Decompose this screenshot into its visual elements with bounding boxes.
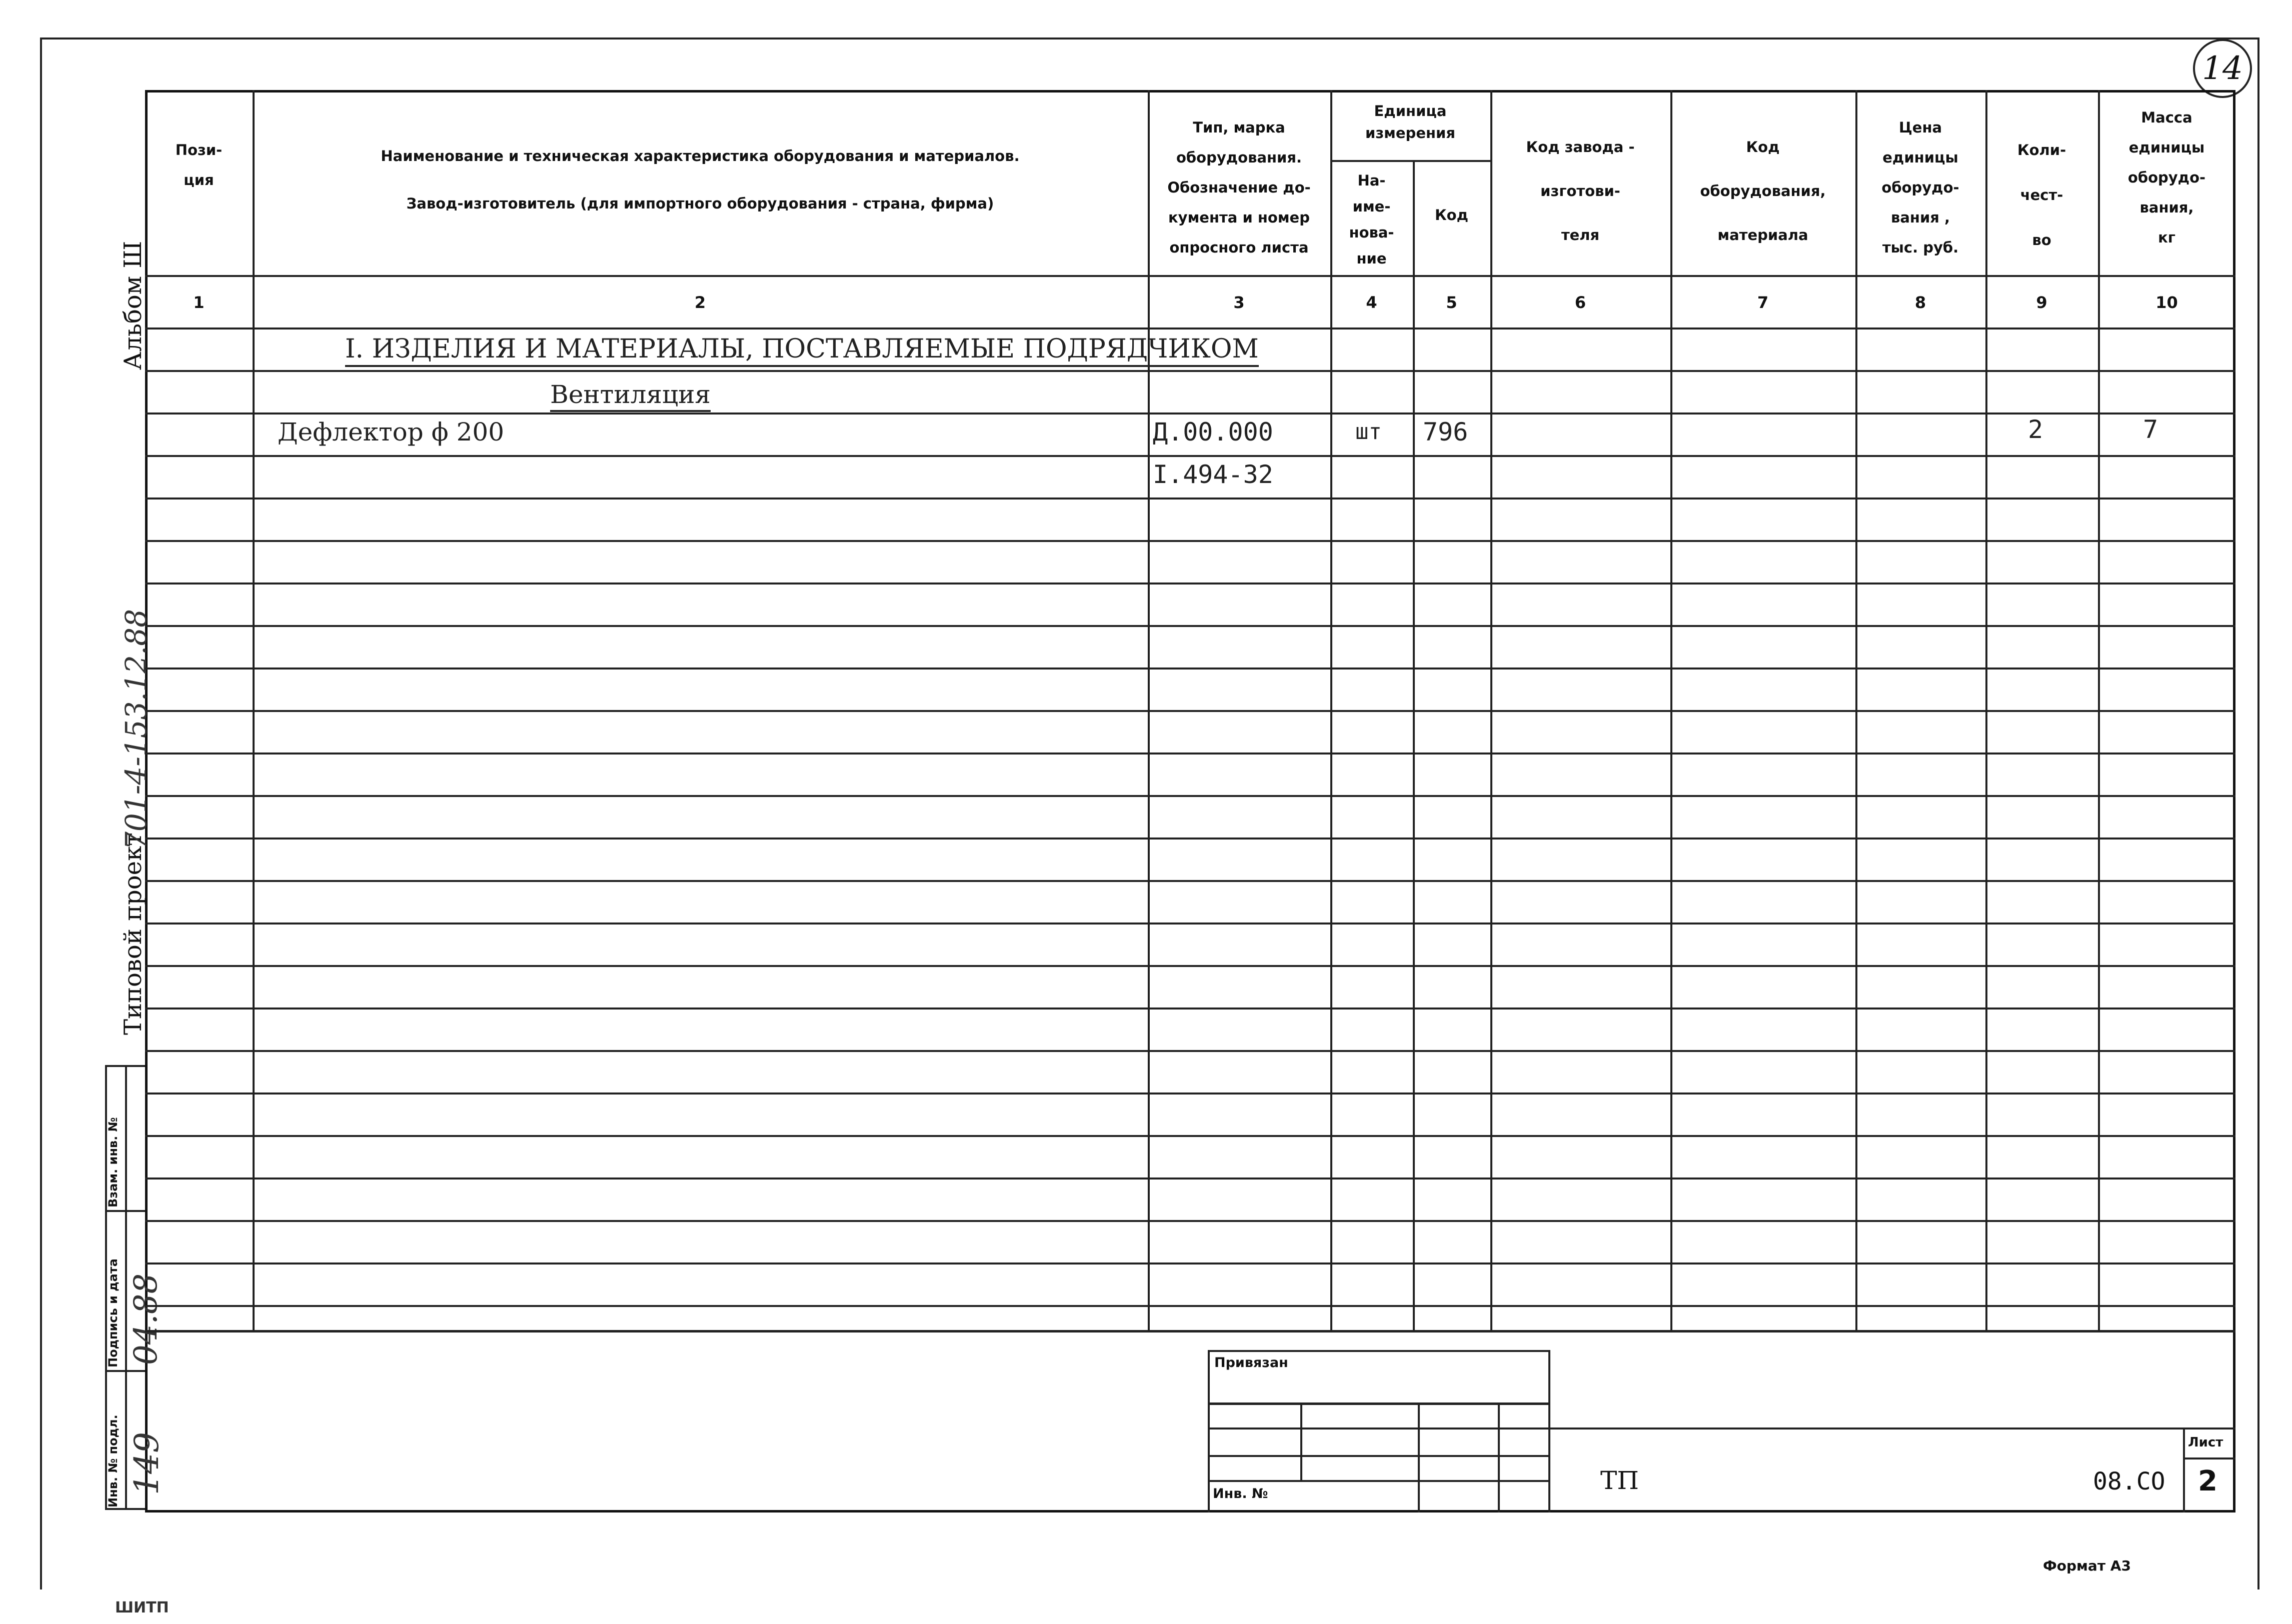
row-line xyxy=(145,370,2235,372)
header-position: Пози- ция xyxy=(175,142,223,188)
doc-code: 08.СО xyxy=(2093,1468,2165,1496)
item-mass: 7 xyxy=(2143,415,2158,444)
col-number-2: 2 xyxy=(694,293,706,312)
row-line xyxy=(145,498,2235,500)
header-mass: Масса единицы оборудо- вания, кг xyxy=(2127,109,2206,246)
sheet-mark xyxy=(2193,39,2252,98)
row-line xyxy=(145,455,2235,457)
col-number-3: 3 xyxy=(1233,293,1245,312)
stamp-sign-date: 04.88 xyxy=(128,1273,165,1365)
side-project-code: 701-4-153.12.88 xyxy=(119,609,153,850)
header-name: Наименование и техническая характеристика оборудования и материалов. Завод-изготовитель (для импортного оборудования - страна, фирма) xyxy=(381,148,1020,212)
doc-prefix: ТП xyxy=(1600,1466,1639,1495)
row-line xyxy=(145,582,2235,584)
bound-label: Привязан xyxy=(1214,1355,1288,1370)
footer-stub: ШИТП xyxy=(115,1599,169,1616)
bound-divider-vertical xyxy=(1498,1402,1500,1512)
unit-group-divider xyxy=(1330,160,1490,162)
col-number-1: 1 xyxy=(193,293,205,312)
stamp-label-sign: Подпись и дата xyxy=(106,1258,120,1368)
row-line xyxy=(145,795,2235,797)
row-line xyxy=(145,1092,2235,1094)
header-quantity: Коли- чест- во xyxy=(2017,142,2066,248)
stamp-inv-number: 149 xyxy=(128,1432,166,1495)
subsection-title: Вентиляция xyxy=(550,380,711,412)
sheet-label: Лист xyxy=(2188,1435,2223,1450)
bound-divider-vertical xyxy=(1300,1402,1302,1480)
item-quantity: 2 xyxy=(2028,415,2043,444)
row-line xyxy=(145,1262,2235,1264)
row-line xyxy=(145,412,2235,414)
stamp-label-inv: Инв. № подл. xyxy=(106,1414,120,1508)
stamp-label-replace: Взам. инв. № xyxy=(106,1117,120,1208)
table-bottom-line xyxy=(145,1330,2235,1332)
row-line xyxy=(145,1135,2235,1137)
row-line xyxy=(145,1178,2235,1180)
numbers-bottom-line xyxy=(145,328,2235,330)
col-number-9: 9 xyxy=(2036,293,2047,312)
item-unit: шт xyxy=(1355,419,1382,444)
format-label: Формат А3 xyxy=(2043,1558,2131,1574)
sheet-number: 2 xyxy=(2198,1465,2217,1498)
item-type: Д.00.000 xyxy=(1153,418,1273,446)
col-divider xyxy=(1413,160,1415,1330)
row-line xyxy=(145,710,2235,712)
row-line xyxy=(145,838,2235,840)
col-number-4: 4 xyxy=(1366,293,1377,312)
section-title: I. ИЗДЕЛИЯ И МАТЕРИАЛЫ, ПОСТАВЛЯЕМЫЕ ПОДРЯДЧИКОМ xyxy=(345,334,1259,367)
bound-divider-vertical xyxy=(1418,1402,1420,1512)
header-unit-name: На- име- нова- ние xyxy=(1349,172,1394,267)
row-line xyxy=(145,1305,2235,1307)
item-name: Дефлектор ϕ 200 xyxy=(278,418,505,446)
col-number-10: 10 xyxy=(2155,293,2178,312)
col-number-7: 7 xyxy=(1757,293,1769,312)
stamp-divider-vertical xyxy=(125,1065,127,1510)
row-line xyxy=(145,668,2235,670)
header-unit-code: Код xyxy=(1434,206,1469,224)
row-line xyxy=(145,1050,2235,1052)
item-unit-code: 796 xyxy=(1423,418,1468,446)
row-line xyxy=(145,880,2235,882)
header-price: Цена единицы оборудо- вания , тыс. руб. xyxy=(1881,119,1959,256)
doc-row-divider xyxy=(1550,1428,2235,1430)
header-unit-group: Единица измерения xyxy=(1365,102,1455,142)
side-project-label: Типовой проект xyxy=(119,832,147,1035)
col-number-8: 8 xyxy=(1914,293,1926,312)
row-line xyxy=(145,540,2235,542)
col-number-6: 6 xyxy=(1574,293,1586,312)
row-line xyxy=(145,965,2235,967)
sheet-cell-divider xyxy=(2183,1428,2185,1512)
header-bottom-line xyxy=(145,275,2235,277)
sheet-cell-divider xyxy=(2183,1458,2235,1460)
row-line xyxy=(145,625,2235,627)
col-number-5: 5 xyxy=(1446,293,1457,312)
header-equipment-code: Код оборудования, материала xyxy=(1700,138,1826,244)
sheet-mark-number: 14 xyxy=(2202,50,2243,87)
inv-label: Инв. № xyxy=(1213,1486,1268,1502)
header-type: Тип, марка оборудования. Обозначение до- кумента и номер опросного листа xyxy=(1167,119,1311,256)
header-factory-code: Код завода - изготови- теля xyxy=(1526,138,1635,244)
row-line xyxy=(145,922,2235,924)
side-album: Альбом Ш xyxy=(119,240,147,370)
row-line xyxy=(145,752,2235,754)
row-line xyxy=(145,1008,2235,1010)
item-type-line2: I.494-32 xyxy=(1153,460,1273,489)
row-line xyxy=(145,1220,2235,1222)
